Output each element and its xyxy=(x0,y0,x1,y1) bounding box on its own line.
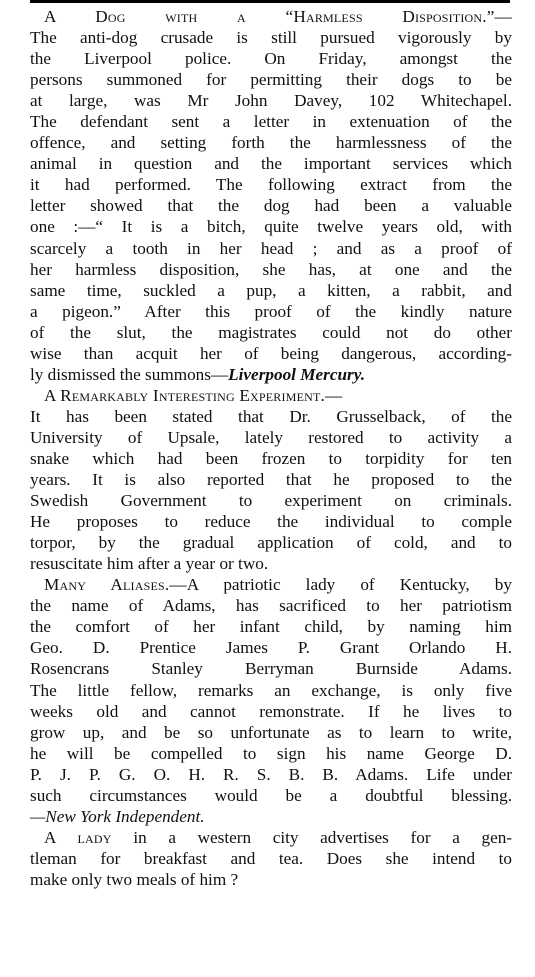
article-line: same time, suckled a pup, a kitten, a rabbit, and xyxy=(30,280,512,300)
article-line: It has been stated that Dr. Grusselback, of the xyxy=(30,406,512,426)
article-line: her harmless disposition, she has, at one and the xyxy=(30,259,512,279)
article-line: University of Upsale, lately restored to activity a xyxy=(30,427,512,447)
article-line: make only two meals of him ? xyxy=(30,869,239,889)
article-line: one :—“ It is a bitch, quite twelve years old, with xyxy=(30,217,512,237)
article-line: wise than acquit her of being dangerous, according- xyxy=(30,343,512,363)
article-line: years. It is also reported that he proposed to the xyxy=(30,470,512,490)
article-heading: A Remarkably Interesting Experiment.— xyxy=(44,385,343,405)
article-line-text: ly dismissed the summons— xyxy=(30,364,229,384)
article-heading: A lady xyxy=(44,827,112,847)
article-heading-line xyxy=(30,827,512,848)
article-dog-harmless-disposition xyxy=(30,6,512,385)
article-line: The anti-dog crusade is still pursued vigorously by xyxy=(30,28,512,48)
article-heading-line xyxy=(30,385,512,406)
article-line: snake which had been frozen to torpidity for ten xyxy=(30,448,512,468)
newspaper-column xyxy=(30,6,512,890)
article-line: Geo. D. Prentice James P. Grant Orlando H. xyxy=(30,638,512,658)
article-remarkable-experiment xyxy=(30,385,512,574)
article-line: weeks old and cannot remonstrate. If he lives to xyxy=(30,701,512,721)
article-line: tleman for breakfast and tea. Does she intend to xyxy=(30,848,512,868)
column-top-rule xyxy=(30,0,510,3)
article-line: The little fellow, remarks an exchange, is only five xyxy=(30,680,512,700)
article-first-line-text: in a western city advertises for a gen- xyxy=(133,827,513,847)
article-heading-line xyxy=(30,574,512,595)
article-source: Liverpool Mercury. xyxy=(228,364,365,384)
article-many-aliases xyxy=(30,574,512,827)
article-line: resuscitate him after a year or two. xyxy=(30,554,269,574)
article-line: He proposes to reduce the individual to comple xyxy=(30,512,512,532)
article-line: Rosencrans Stanley Berryman Burnside Adams. xyxy=(30,659,512,679)
article-line: letter showed that the dog had been a valuable xyxy=(30,196,512,216)
article-line: persons summoned for permitting their dogs to be xyxy=(30,70,512,90)
article-line: it had performed. The following extract from the xyxy=(30,175,512,195)
article-heading: Many Aliases.— xyxy=(44,575,187,595)
article-first-line-text: A patriotic lady of Kentucky, by xyxy=(186,575,512,595)
article-line: the name of Adams, has sacrificed to her patriotism xyxy=(30,596,512,616)
article-line: he will be compelled to sign his name George D. xyxy=(30,743,512,763)
article-line: scarcely a tooth in her head ; and as a proof of xyxy=(30,238,512,258)
article-line: such circumstances would be a doubtful blessing. xyxy=(30,785,512,805)
article-line: offence, and setting forth the harmlessness of the xyxy=(30,133,512,153)
article-line: P. J. P. G. O. H. R. S. B. B. Adams. Life under xyxy=(30,764,512,784)
article-line: at large, was Mr John Davey, 102 Whitechapel. xyxy=(30,91,512,111)
article-line: torpor, by the gradual application of cold, and to xyxy=(30,533,512,553)
article-heading: A Dog with a “Harmless Disposition.”— xyxy=(44,7,512,26)
article-line: grow up, and be so unfortunate as to learn to write, xyxy=(30,722,512,742)
article-heading-line xyxy=(30,6,512,27)
article-lady-advertisement xyxy=(30,827,512,890)
article-last-line xyxy=(30,364,512,385)
article-line: a pigeon.” After this proof of the kindly nature xyxy=(30,301,512,321)
article-source: —New York Independent. xyxy=(30,806,205,826)
article-line: The defendant sent a letter in extenuation of the xyxy=(30,112,512,132)
article-line: the comfort of her infant child, by naming him xyxy=(30,617,512,637)
article-line: animal in question and the important services which xyxy=(30,154,512,174)
article-line: of the slut, the magistrates could not do other xyxy=(30,322,512,342)
article-line: the Liverpool police. On Friday, amongst the xyxy=(30,49,512,69)
article-line: Swedish Government to experiment on criminals. xyxy=(30,491,512,511)
